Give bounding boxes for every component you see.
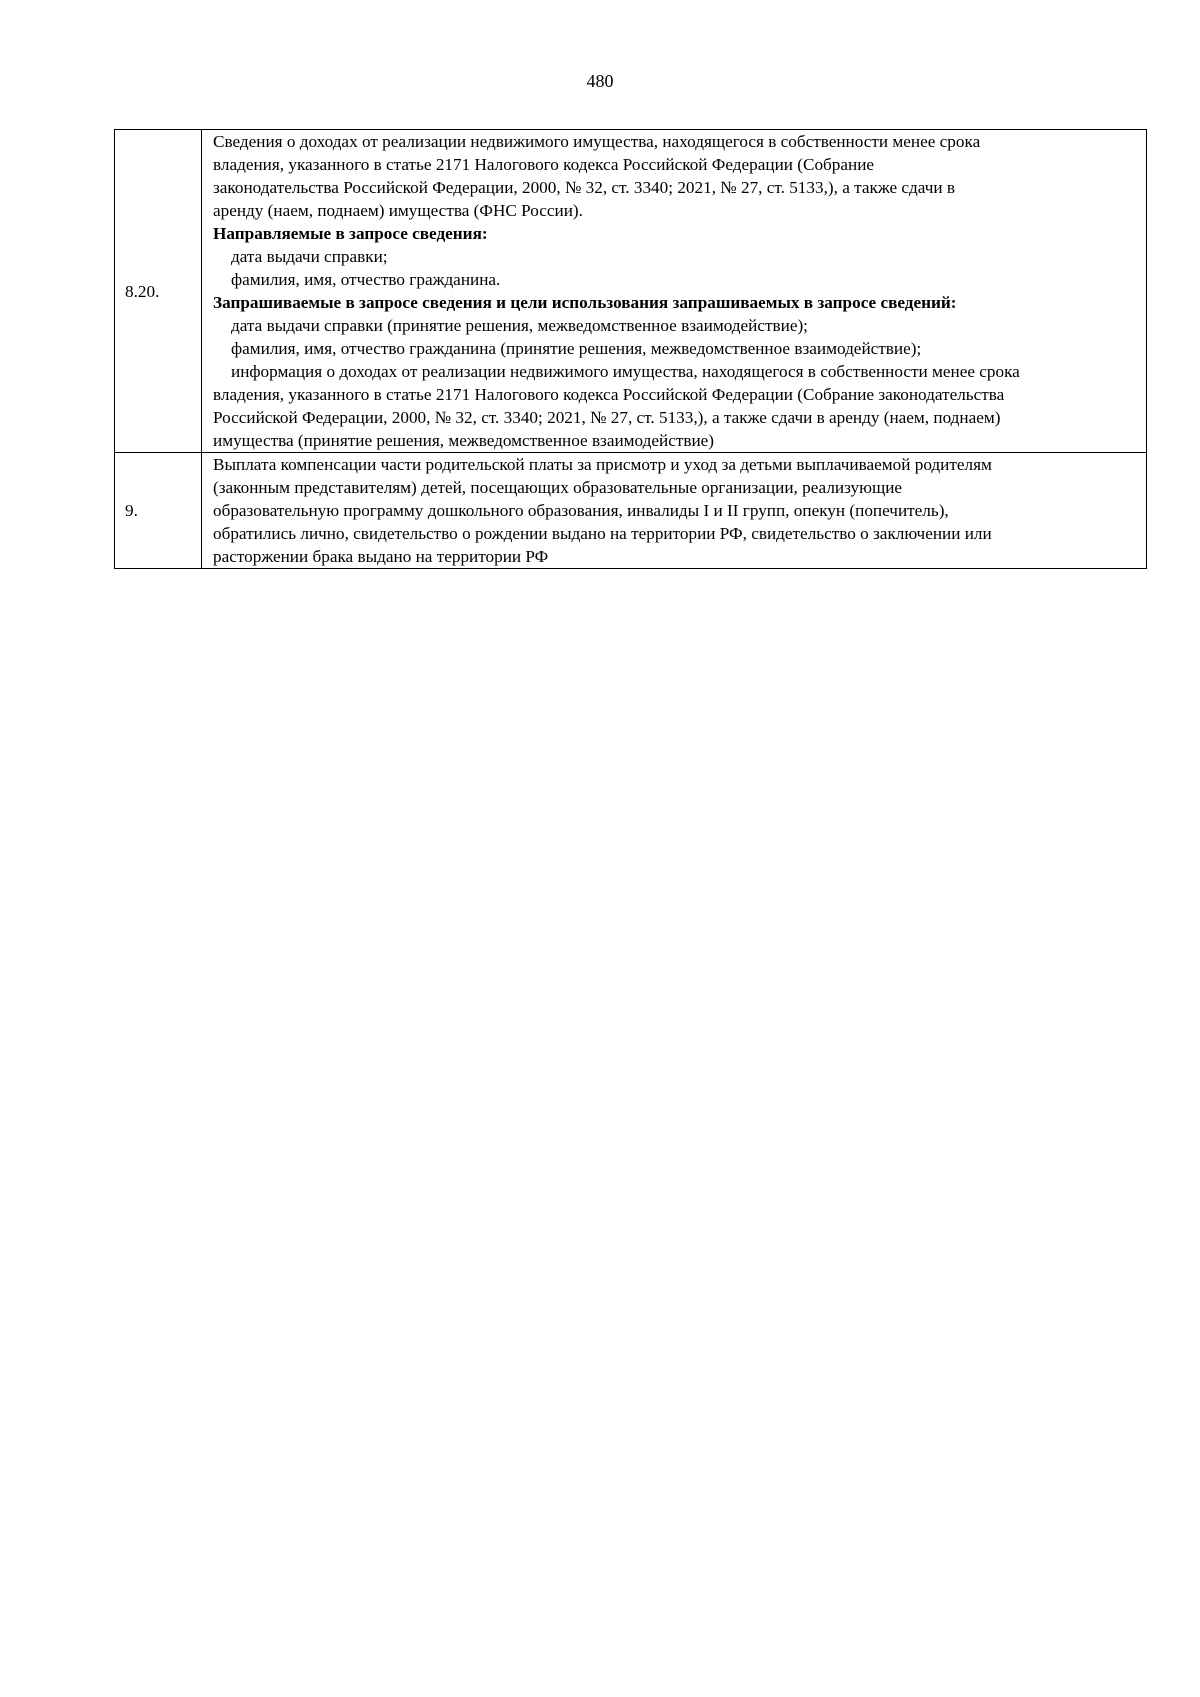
text-line: владения, указанного в статье 2171 Налогового кодекса Российской Федерации (Собрание законодательства: [213, 385, 1005, 404]
text-line: владения, указанного в статье 2171 Налогового кодекса Российской Федерации (Собрание: [213, 155, 875, 174]
list-item: фамилия, имя, отчество гражданина (принятие решения, межведомственное взаимодействие);: [231, 339, 922, 358]
text-line: (законным представителям) детей, посещающих образовательные организации, реализующие: [213, 478, 903, 497]
services-table: [114, 129, 1147, 569]
table-row: [115, 130, 1147, 453]
list-item: дата выдачи справки (принятие решения, межведомственное взаимодействие);: [231, 316, 808, 335]
page-number: 480: [586, 71, 614, 91]
row-number: 8.20.: [115, 130, 202, 453]
list-item: дата выдачи справки;: [231, 247, 388, 266]
text-line: обратились лично, свидетельство о рождении выдано на территории РФ, свидетельство о заключении или: [213, 524, 992, 543]
text-line: Выплата компенсации части родительской платы за присмотр и уход за детьми выплачиваемой родителям: [213, 455, 992, 474]
section-heading: Направляемые в запросе сведения:: [213, 224, 488, 243]
text-line: Российской Федерации, 2000, № 32, ст. 3340; 2021, № 27, ст. 5133,), а также сдачи в аренду (наем, поднаем): [213, 408, 1001, 427]
text-line: аренду (наем, поднаем) имущества (ФНС России).: [213, 201, 583, 220]
text-line: имущества (принятие решения, межведомственное взаимодействие): [213, 431, 715, 450]
row-number: 9.: [115, 453, 202, 569]
text-line: законодательства Российской Федерации, 2000, № 32, ст. 3340; 2021, № 27, ст. 5133,), а также сдачи в: [213, 178, 955, 197]
section-heading: Запрашиваемые в запросе сведения и цели использования запрашиваемых в запросе сведений:: [213, 293, 957, 312]
list-item: информация о доходах от реализации недвижимого имущества, находящегося в собственности менее срока: [231, 362, 1020, 381]
text-line: образовательную программу дошкольного образования, инвалиды I и II групп, опекун (попечитель),: [213, 501, 949, 520]
list-item: фамилия, имя, отчество гражданина.: [231, 270, 501, 289]
table-row: [115, 453, 1147, 569]
row-content: [202, 130, 1147, 453]
text-line: расторжении брака выдано на территории РФ: [213, 547, 549, 566]
text-line: Сведения о доходах от реализации недвижимого имущества, находящегося в собственности менее срока: [213, 132, 981, 151]
row-content: [202, 453, 1147, 569]
